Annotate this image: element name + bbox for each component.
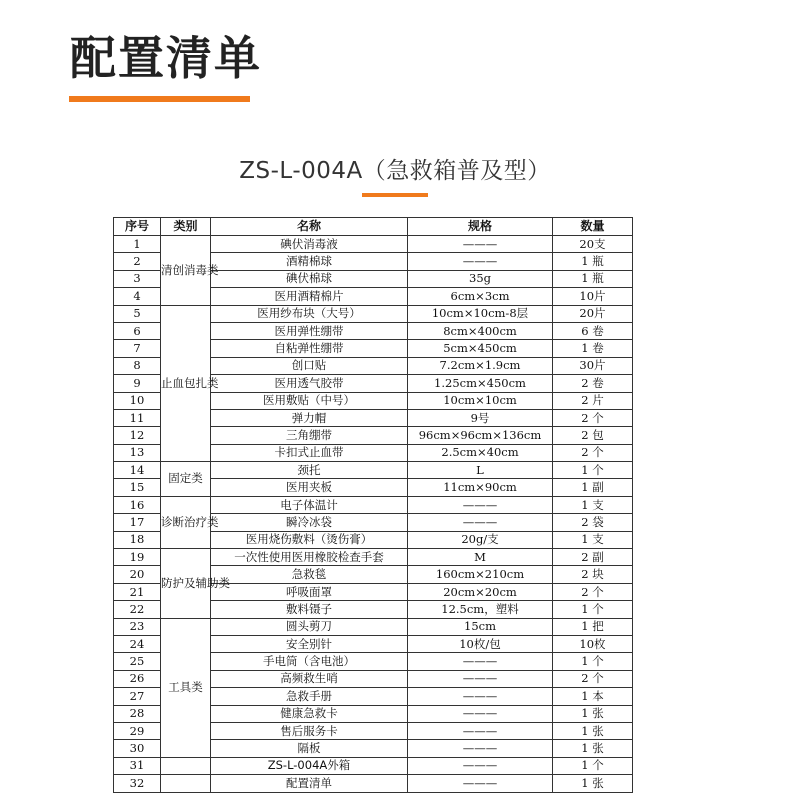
row-qty: 1 卷 <box>553 340 633 357</box>
row-name: 瞬冷冰袋 <box>211 514 408 531</box>
row-spec: 10cm×10cm <box>408 392 553 409</box>
row-category: 防护及辅助类 <box>161 549 211 619</box>
row-qty: 20片 <box>553 305 633 322</box>
row-number: 32 <box>114 775 161 792</box>
row-qty: 1 张 <box>553 705 633 722</box>
row-spec: ——— <box>408 236 553 253</box>
row-number: 13 <box>114 444 161 461</box>
row-category <box>161 757 211 774</box>
row-category <box>161 775 211 792</box>
row-category: 工具类 <box>161 618 211 757</box>
table-header-row <box>114 218 633 236</box>
row-spec: 96cm×96cm×136cm <box>408 427 553 444</box>
header-no: 序号 <box>114 218 161 236</box>
row-number: 12 <box>114 427 161 444</box>
table-row <box>114 496 633 513</box>
row-spec: ——— <box>408 653 553 670</box>
row-spec: ——— <box>408 688 553 705</box>
row-name: 健康急救卡 <box>211 705 408 722</box>
row-qty: 2 袋 <box>553 514 633 531</box>
row-spec: 6cm×3cm <box>408 288 553 305</box>
row-spec: ——— <box>408 514 553 531</box>
row-spec: 10枚/包 <box>408 635 553 652</box>
row-qty: 2 包 <box>553 427 633 444</box>
row-category: 止血包扎类 <box>161 305 211 462</box>
row-name: 医用烧伤敷料（烫伤膏） <box>211 531 408 548</box>
row-name: 医用酒精棉片 <box>211 288 408 305</box>
row-spec: 7.2cm×1.9cm <box>408 357 553 374</box>
row-number: 24 <box>114 635 161 652</box>
row-number: 11 <box>114 409 161 426</box>
row-category: 固定类 <box>161 462 211 497</box>
row-name: 酒精棉球 <box>211 253 408 270</box>
row-number: 4 <box>114 288 161 305</box>
row-number: 8 <box>114 357 161 374</box>
row-spec: ——— <box>408 496 553 513</box>
table-row <box>114 305 633 322</box>
row-qty: 30片 <box>553 357 633 374</box>
row-number: 6 <box>114 322 161 339</box>
row-spec: 2.5cm×40cm <box>408 444 553 461</box>
row-number: 20 <box>114 566 161 583</box>
table-row <box>114 757 633 774</box>
header-spec: 规格 <box>408 218 553 236</box>
header-category: 类别 <box>161 218 211 236</box>
table-row <box>114 236 633 253</box>
row-qty: 1 个 <box>553 462 633 479</box>
row-spec: L <box>408 462 553 479</box>
table-row <box>114 618 633 635</box>
row-name: 医用透气胶带 <box>211 375 408 392</box>
row-spec: M <box>408 549 553 566</box>
row-qty: 1 支 <box>553 496 633 513</box>
product-title-underline <box>362 193 428 197</box>
row-name: 碘伏棉球 <box>211 270 408 287</box>
row-number: 15 <box>114 479 161 496</box>
row-name: 高频救生哨 <box>211 670 408 687</box>
row-name: 三角绷带 <box>211 427 408 444</box>
table-body <box>114 236 633 793</box>
row-qty: 1 瓶 <box>553 270 633 287</box>
page-title: 配置清单 <box>70 31 262 85</box>
row-spec: 160cm×210cm <box>408 566 553 583</box>
row-number: 19 <box>114 549 161 566</box>
table-row <box>114 775 633 792</box>
row-name: 急救手册 <box>211 688 408 705</box>
row-spec: ——— <box>408 705 553 722</box>
row-number: 28 <box>114 705 161 722</box>
row-name: 电子体温计 <box>211 496 408 513</box>
row-spec: 20g/支 <box>408 531 553 548</box>
row-number: 3 <box>114 270 161 287</box>
row-number: 27 <box>114 688 161 705</box>
row-name: 敷料镊子 <box>211 601 408 618</box>
row-name: 呼吸面罩 <box>211 583 408 600</box>
row-qty: 6 卷 <box>553 322 633 339</box>
row-qty: 2 个 <box>553 670 633 687</box>
row-name: 售后服务卡 <box>211 722 408 739</box>
row-qty: 1 把 <box>553 618 633 635</box>
row-spec: 9号 <box>408 409 553 426</box>
row-name: 安全别针 <box>211 635 408 652</box>
row-qty: 1 本 <box>553 688 633 705</box>
row-spec: ——— <box>408 253 553 270</box>
row-name: 创口贴 <box>211 357 408 374</box>
row-number: 22 <box>114 601 161 618</box>
row-spec: 1.25cm×450cm <box>408 375 553 392</box>
row-qty: 1 个 <box>553 757 633 774</box>
row-qty: 2 个 <box>553 409 633 426</box>
table-row <box>114 549 633 566</box>
row-qty: 1 瓶 <box>553 253 633 270</box>
row-number: 26 <box>114 670 161 687</box>
row-qty: 2 卷 <box>553 375 633 392</box>
row-spec: ——— <box>408 775 553 792</box>
row-number: 7 <box>114 340 161 357</box>
row-name: 急救毯 <box>211 566 408 583</box>
row-spec: 20cm×20cm <box>408 583 553 600</box>
row-qty: 10片 <box>553 288 633 305</box>
row-name: 医用夹板 <box>211 479 408 496</box>
row-number: 1 <box>114 236 161 253</box>
row-spec: ——— <box>408 740 553 757</box>
row-qty: 1 张 <box>553 722 633 739</box>
row-number: 21 <box>114 583 161 600</box>
row-qty: 2 块 <box>553 566 633 583</box>
row-number: 2 <box>114 253 161 270</box>
row-spec: ——— <box>408 722 553 739</box>
row-qty: 10枚 <box>553 635 633 652</box>
row-number: 31 <box>114 757 161 774</box>
row-name: 医用纱布块（大号） <box>211 305 408 322</box>
header-qty: 数量 <box>553 218 633 236</box>
row-category: 清创消毒类 <box>161 236 211 306</box>
row-qty: 2 个 <box>553 444 633 461</box>
header-name: 名称 <box>211 218 408 236</box>
row-qty: 1 张 <box>553 775 633 792</box>
row-qty: 1 副 <box>553 479 633 496</box>
row-number: 18 <box>114 531 161 548</box>
row-qty: 1 个 <box>553 653 633 670</box>
row-name: 医用敷贴（中号） <box>211 392 408 409</box>
row-spec: ——— <box>408 757 553 774</box>
row-name: ZS-L-004A外箱 <box>211 757 408 774</box>
row-number: 5 <box>114 305 161 322</box>
row-name: 医用弹性绷带 <box>211 322 408 339</box>
row-name: 碘伏消毒液 <box>211 236 408 253</box>
row-category: 诊断治疗类 <box>161 496 211 548</box>
row-number: 17 <box>114 514 161 531</box>
row-number: 16 <box>114 496 161 513</box>
configuration-table <box>113 217 633 793</box>
row-name: 自粘弹性绷带 <box>211 340 408 357</box>
row-name: 卡扣式止血带 <box>211 444 408 461</box>
row-spec: ——— <box>408 670 553 687</box>
row-name: 圆头剪刀 <box>211 618 408 635</box>
row-spec: 5cm×450cm <box>408 340 553 357</box>
title-underline <box>69 96 250 102</box>
row-name: 颈托 <box>211 462 408 479</box>
table-row <box>114 462 633 479</box>
row-name: 弹力帽 <box>211 409 408 426</box>
row-number: 10 <box>114 392 161 409</box>
row-qty: 1 个 <box>553 601 633 618</box>
row-name: 手电筒（含电池） <box>211 653 408 670</box>
row-number: 25 <box>114 653 161 670</box>
row-spec: 8cm×400cm <box>408 322 553 339</box>
row-number: 14 <box>114 462 161 479</box>
row-qty: 1 张 <box>553 740 633 757</box>
row-name: 配置清单 <box>211 775 408 792</box>
product-title: ZS-L-004A（急救箱普及型） <box>239 158 551 184</box>
row-spec: 15cm <box>408 618 553 635</box>
row-qty: 2 片 <box>553 392 633 409</box>
row-name: 一次性使用医用橡胶检查手套 <box>211 549 408 566</box>
row-spec: 12.5cm，塑料 <box>408 601 553 618</box>
row-number: 30 <box>114 740 161 757</box>
row-qty: 2 个 <box>553 583 633 600</box>
row-qty: 2 副 <box>553 549 633 566</box>
row-spec: 11cm×90cm <box>408 479 553 496</box>
row-number: 9 <box>114 375 161 392</box>
row-spec: 10cm×10cm-8层 <box>408 305 553 322</box>
row-number: 29 <box>114 722 161 739</box>
row-qty: 20支 <box>553 236 633 253</box>
row-qty: 1 支 <box>553 531 633 548</box>
row-number: 23 <box>114 618 161 635</box>
row-spec: 35g <box>408 270 553 287</box>
row-name: 隔板 <box>211 740 408 757</box>
